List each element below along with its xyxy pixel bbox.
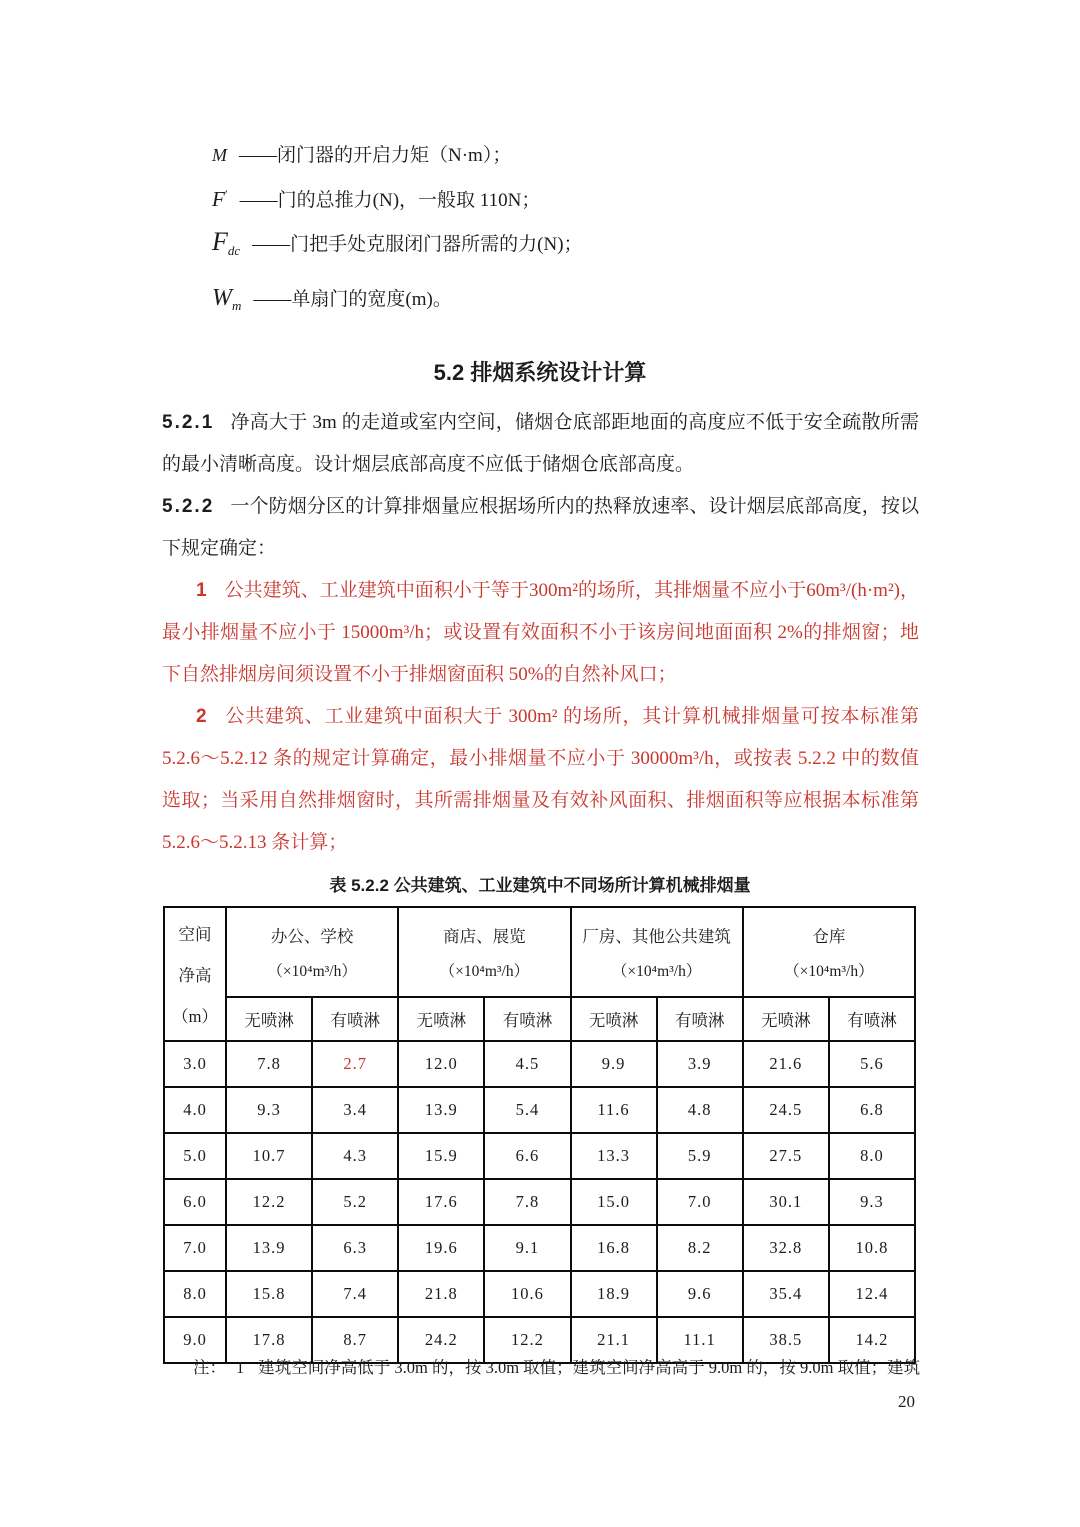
sub-header-no-sprinkler: 无喷淋: [571, 997, 657, 1041]
table-cell: 11.1: [657, 1317, 743, 1363]
table-cell: 4.0: [164, 1087, 226, 1133]
table-cell: 21.8: [398, 1271, 484, 1317]
table-cell: 8.2: [657, 1225, 743, 1271]
table-cell: 4.3: [312, 1133, 398, 1179]
page-number: 20: [898, 1392, 915, 1411]
table-cell: 15.9: [398, 1133, 484, 1179]
table-cell: 13.3: [571, 1133, 657, 1179]
table-cell: 38.5: [743, 1317, 829, 1363]
table-cell: 7.0: [164, 1225, 226, 1271]
clause-text: 一个防烟分区的计算排烟量应根据场所内的热释放速率、设计烟层底部高度，按以下规定确定：: [162, 496, 919, 559]
table-cell: 30.1: [743, 1179, 829, 1225]
symbol-base: F: [212, 227, 228, 256]
table-cell: 3.9: [657, 1041, 743, 1087]
table-cell: 3.4: [312, 1087, 398, 1133]
red-item-1: [162, 570, 919, 696]
table-cell: 8.0: [829, 1133, 915, 1179]
table-cell: 12.4: [829, 1271, 915, 1317]
table-cell: 21.1: [571, 1317, 657, 1363]
table-row: [164, 1179, 915, 1225]
table-cell: 13.9: [226, 1225, 312, 1271]
table-cell: 7.8: [226, 1041, 312, 1087]
table-cell: 7.0: [657, 1179, 743, 1225]
corner-line: 净高: [178, 965, 212, 985]
table-corner-cell: [164, 907, 226, 1041]
table-header-row-sprinkler: [164, 997, 915, 1041]
group-unit: （×10⁴m³/h）: [784, 963, 874, 981]
group-unit: （×10⁴m³/h）: [611, 963, 702, 981]
table-cell: 3.0: [164, 1041, 226, 1087]
clause-paragraph-521: [162, 402, 919, 486]
table-cell: 11.6: [571, 1087, 657, 1133]
table-cell: 9.6: [657, 1271, 743, 1317]
sub-header-sprinkler: 有喷淋: [484, 997, 570, 1041]
table-cell: 9.3: [226, 1087, 312, 1133]
table-cell: 10.6: [484, 1271, 570, 1317]
table-cell: 6.3: [312, 1225, 398, 1271]
table-cell: 10.7: [226, 1133, 312, 1179]
table-note: [193, 1354, 923, 1378]
table-cell: 27.5: [743, 1133, 829, 1179]
table-cell: 15.8: [226, 1271, 312, 1317]
table-row: [164, 1271, 915, 1317]
table-cell: 9.9: [571, 1041, 657, 1087]
group-unit: （×10⁴m³/h）: [439, 963, 530, 981]
table-cell: 13.9: [398, 1087, 484, 1133]
clause-paragraph-522: [162, 486, 919, 570]
group-header-shop-exhibition: [398, 907, 570, 997]
symbol-line-f-prime: [212, 185, 540, 215]
table-cell: 5.6: [829, 1041, 915, 1087]
sub-header-no-sprinkler: 无喷淋: [226, 997, 312, 1041]
sub-header-sprinkler: 有喷淋: [312, 997, 398, 1041]
symbol-description: ——闭门器的开启力矩（N·m）；: [239, 145, 512, 166]
table-cell: 2.7: [312, 1041, 398, 1087]
sub-header-no-sprinkler: 无喷淋: [398, 997, 484, 1041]
table-row: [164, 1133, 915, 1179]
symbol-description: ——门的总推力(N)，一般取 110N；: [239, 190, 541, 211]
smoke-exhaust-table: [163, 906, 916, 1364]
symbol-line-f-dc: [212, 227, 583, 259]
section-heading: 5.2 排烟系统设计计算: [433, 360, 647, 385]
table-cell: 5.2: [312, 1179, 398, 1225]
group-name: 办公、学校: [270, 926, 354, 946]
table-cell: 32.8: [743, 1225, 829, 1271]
table-cell: 12.2: [226, 1179, 312, 1225]
symbol-base: M: [212, 145, 227, 165]
note-number: 1: [236, 1358, 245, 1377]
table-cell: 12.2: [484, 1317, 570, 1363]
item-text: 公共建筑、工业建筑中面积大于 300m² 的场所，其计算机械排烟量可按本标准第 5.2.6～5.2.12 条的规定计算确定，最小排烟量不应小于 30000m³/h，或按表 5.2.2 中的数值选取；当采用自然排烟窗时，其所需排烟量及有效补风面积、排烟面积等应根据本标准第 5.2.6～5.2.13 条计算；: [162, 706, 919, 853]
table-cell: 35.4: [743, 1271, 829, 1317]
table-cell: 17.8: [226, 1317, 312, 1363]
red-item-2: [162, 696, 919, 864]
sub-header-sprinkler: 有喷淋: [829, 997, 915, 1041]
table-cell: 4.5: [484, 1041, 570, 1087]
table-cell: 8.0: [164, 1271, 226, 1317]
item-number: 1: [196, 580, 207, 601]
item-number: 2: [196, 706, 207, 727]
corner-line: （m）: [172, 1007, 218, 1027]
group-name: 仓库: [812, 926, 846, 946]
group-name: 厂房、其他公共建筑: [582, 926, 731, 946]
sub-header-sprinkler: 有喷淋: [657, 997, 743, 1041]
table-cell: 7.4: [312, 1271, 398, 1317]
group-name: 商店、展览: [443, 926, 526, 946]
corner-line: 空间: [178, 924, 212, 944]
table-cell: 9.3: [829, 1179, 915, 1225]
table-cell: 12.0: [398, 1041, 484, 1087]
note-text: 建筑空间净高低于 3.0m 的，按 3.0m 取值；建筑空间净高高于 9.0m 的，按 9.0m 取值；建筑: [258, 1358, 921, 1377]
table-cell: 5.4: [484, 1087, 570, 1133]
symbol-base: F: [212, 187, 225, 211]
symbol-subscript: m: [232, 298, 242, 313]
body-text: [162, 402, 919, 864]
table-cell: 9.0: [164, 1317, 226, 1363]
group-header-factory-public: [571, 907, 743, 997]
symbol-description: ——门把手处克服闭门器所需的力(N)；: [252, 234, 583, 255]
symbol-line-w-m: [212, 284, 452, 314]
group-header-office-school: [226, 907, 398, 997]
table-cell: 19.6: [398, 1225, 484, 1271]
table-cell: 10.8: [829, 1225, 915, 1271]
clause-text: 净高大于 3m 的走道或室内空间，储烟仓底部距地面的高度应不低于安全疏散所需的最小清晰高度。设计烟层底部高度不应低于储烟仓底部高度。: [162, 412, 919, 475]
table-cell: 6.8: [829, 1087, 915, 1133]
table-row: [164, 1041, 915, 1087]
table-header-row-groups: [164, 907, 915, 997]
symbol-line-m: [212, 140, 511, 170]
table-cell: 7.8: [484, 1179, 570, 1225]
table-cell: 24.2: [398, 1317, 484, 1363]
table-cell: 21.6: [743, 1041, 829, 1087]
table-cell: 9.1: [484, 1225, 570, 1271]
group-header-warehouse: [743, 907, 915, 997]
table-cell: 5.9: [657, 1133, 743, 1179]
table-cell: 6.0: [164, 1179, 226, 1225]
table-title: 表 5.2.2 公共建筑、工业建筑中不同场所计算机械排烟量: [329, 876, 751, 895]
symbol-subscript: dc: [227, 243, 241, 258]
table-row: [164, 1087, 915, 1133]
table-cell: 15.0: [571, 1179, 657, 1225]
clause-number: 5.2.2: [162, 496, 215, 517]
sub-header-no-sprinkler: 无喷淋: [743, 997, 829, 1041]
note-label: 注：: [193, 1358, 226, 1377]
table-cell: 18.9: [571, 1271, 657, 1317]
group-unit: （×10⁴m³/h）: [267, 963, 357, 981]
table-cell: 17.6: [398, 1179, 484, 1225]
table-cell: 4.8: [657, 1087, 743, 1133]
table-cell: 5.0: [164, 1133, 226, 1179]
symbol-base: W: [212, 285, 232, 311]
item-text: 公共建筑、工业建筑中面积小于等于300m²的场所，其排烟量不应小于60m³/(h·m²)，最小排烟量不应小于 15000m³/h；或设置有效面积不小于该房间地面面积 2%的排烟窗；地下自然排烟房间须设置不小于排烟窗面积 50%的自然补风口；: [162, 580, 919, 685]
table-cell: 8.7: [312, 1317, 398, 1363]
table-row: [164, 1225, 915, 1271]
table-cell: 24.5: [743, 1087, 829, 1133]
symbol-superscript: ′: [224, 187, 228, 202]
symbol-description: ——单扇门的宽度(m)。: [253, 289, 452, 310]
table-cell: 6.6: [484, 1133, 570, 1179]
clause-number: 5.2.1: [162, 412, 215, 433]
table-cell: 14.2: [829, 1317, 915, 1363]
table-cell: 16.8: [571, 1225, 657, 1271]
